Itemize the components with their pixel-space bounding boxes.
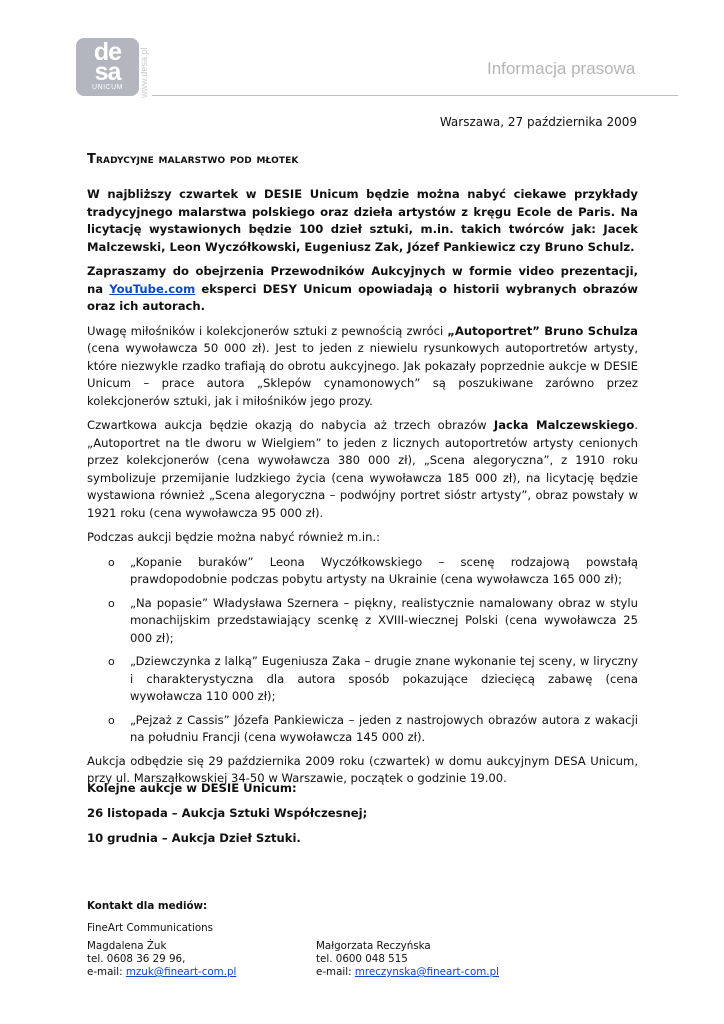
list-item: [87, 595, 638, 648]
upcoming-heading: Kolejne aukcje w DESIE Unicum:: [87, 781, 297, 795]
contact-email-line: [316, 966, 536, 979]
contact-phone: tel. 0608 36 29 96,: [87, 953, 186, 965]
media-contact: [87, 900, 499, 978]
header-divider: [152, 95, 678, 96]
contact-name: Małgorzata Reczyńska: [316, 940, 431, 952]
invite-paragraph: [87, 263, 638, 316]
auction-info-paragraph: Aukcja odbędzie się 29 października 2009 roku (czwartek) w domu aukcyjnym DESA Unicum, przy ul. Marszałkowskiej 34-50 w Warszawie, początek o godzinie 19.00.: [87, 753, 638, 785]
contact-name: Magdalena Żuk: [87, 940, 167, 952]
schulz-text-before: Uwagę miłośników i kolekcjonerów sztuki z pewnością zwróci: [87, 323, 448, 338]
artwork-list: [87, 554, 638, 747]
page-title: Tradycyjne malarstwo pod młotek: [87, 152, 299, 167]
email-label: e-mail:: [87, 966, 126, 978]
malczewski-paragraph: [87, 417, 638, 522]
contact-email-link[interactable]: mreczynska@fineart-com.pl: [354, 966, 499, 978]
list-item: [87, 653, 638, 706]
list-intro: Podczas aukcji będzie można nabyć również m.in.:: [87, 530, 381, 544]
contact-agency: FineArt Communications: [87, 922, 214, 934]
bullet-icon: o: [108, 655, 115, 668]
malczewski-highlight: Jacka Malczewskiego: [493, 418, 635, 432]
contact-email-link[interactable]: mzuk@fineart-com.pl: [125, 966, 237, 978]
list-item-text: „Dziewczynka z lalką” Eugeniusza Zaka – drugie znane wykonanie tej sceny, w liryczny i charakterystyczna dla autora sposób pokazujące dziecięcą zabawę (cena wywoławcza 110 000 zł);: [130, 654, 638, 703]
list-item-text: „Pejzaż z Cassis” Józefa Pankiewicza – jeden z nastrojowych obrazów autora z wakacji na południu Francji (cena wywoławcza 145 000 zł).: [130, 712, 638, 744]
bullet-icon: o: [108, 596, 115, 610]
invite-text-after: eksperci DESY Unicum opowiadają o historii wybranych obrazów oraz ich autorach.: [87, 281, 638, 313]
article-body: [87, 186, 638, 795]
lead-paragraph: W najbliższy czwartek w DESIE Unicum będzie można nabyć ciekawe przykłady tradycyjnego malarstwa polskiego oraz dzieła artystów z kręgu Ecole de Paris. Na licytację wystawionych będzie 100 dzieł sztuki, m.in. takich twórców jak: Jacek Malczewski, Leon Wyczółkowski, Eugeniusz Zak, Józef Pankiewicz czy Bruno Schulz.: [87, 187, 638, 254]
schulz-text-after: (cena wywoławcza 50 000 zł). Jest to jeden z niewielu rysunkowych autoportretów artysty, które niezwykle rzadko trafiają do obrotu aukcyjnego. Jak pokazały poprzednie aukcje w DESIE Unicum – prace autora „Sklepów cynamonowych” są poszukiwane zarówno przez kolekcjonerów sztuki, jak i miłośników jego prozy.: [87, 341, 638, 408]
contact-person-2: [316, 940, 536, 979]
list-item: [87, 554, 638, 589]
logo-url: www.desa.pl: [139, 47, 149, 98]
contact-title: Kontakt dla mediów:: [87, 900, 208, 912]
list-item-text: „Kopanie buraków” Leona Wyczółkowskiego – scenę rodzajową powstałą prawdopodobnie podczas pobytu artysty na Ukrainie (cena wywoławcza 165 000 zł);: [130, 554, 638, 586]
schulz-highlight: „Autoportret” Bruno Schulza: [447, 323, 638, 338]
bullet-icon: o: [108, 713, 115, 727]
contact-email-line: [87, 966, 307, 979]
contact-phone: tel. 0600 048 515: [316, 953, 408, 965]
upcoming-auctions: [87, 780, 367, 855]
logo-text-de: de: [93, 38, 122, 66]
logo-text-sa: sa: [94, 58, 121, 86]
schulz-paragraph: [87, 323, 638, 411]
upcoming-item: 10 grudnia – Aukcja Dzieł Sztuki.: [87, 831, 301, 845]
list-item-text: „Na popasie” Władysława Szernera – piękny, realistycznie namalowany obraz w stylu monachijskim przedstawiający scenkę z XVIII-wiecznej Polski (cena wywoławcza 25 000 zł);: [130, 595, 638, 645]
press-release-label: Informacja prasowa: [487, 59, 636, 78]
desa-unicum-logo: [76, 38, 139, 96]
list-item: [87, 712, 638, 747]
malczewski-text-after: . „Autoportret na tle dworu w Wielgiem” to jeden z licznych autoportretów artysty cenionych przez kolekcjonerów (cena wywoławcza 380 000 zł), „Scena alegoryczna”, z 1910 roku symbolizuje przemijanie ludzkiego życia (cena wywoławcza 185 000 zł), na licytację będzie wystawiona również „Scena alegoryczna – podwójny portret sióstr artysty”, obraz powstały w 1921 roku (cena wywoławcza 95 000 zł).: [87, 418, 638, 520]
email-label: e-mail:: [316, 966, 355, 978]
contact-person-1: [87, 940, 307, 979]
upcoming-item: 26 listopada – Aukcja Sztuki Współczesnej;: [87, 806, 368, 820]
malczewski-text-before: Czwartkowa aukcja będzie okazją do nabycia aż trzech obrazów: [87, 418, 494, 432]
dateline: Warszawa, 27 października 2009: [439, 115, 637, 129]
invite-text-before: Zapraszamy do obejrzenia Przewodników Aukcyjnych w formie video prezentacji, na: [87, 264, 638, 296]
logo-text-unicum: UNICUM: [92, 84, 123, 91]
bullet-icon: o: [108, 555, 115, 569]
youtube-link[interactable]: YouTube.com: [109, 281, 196, 296]
